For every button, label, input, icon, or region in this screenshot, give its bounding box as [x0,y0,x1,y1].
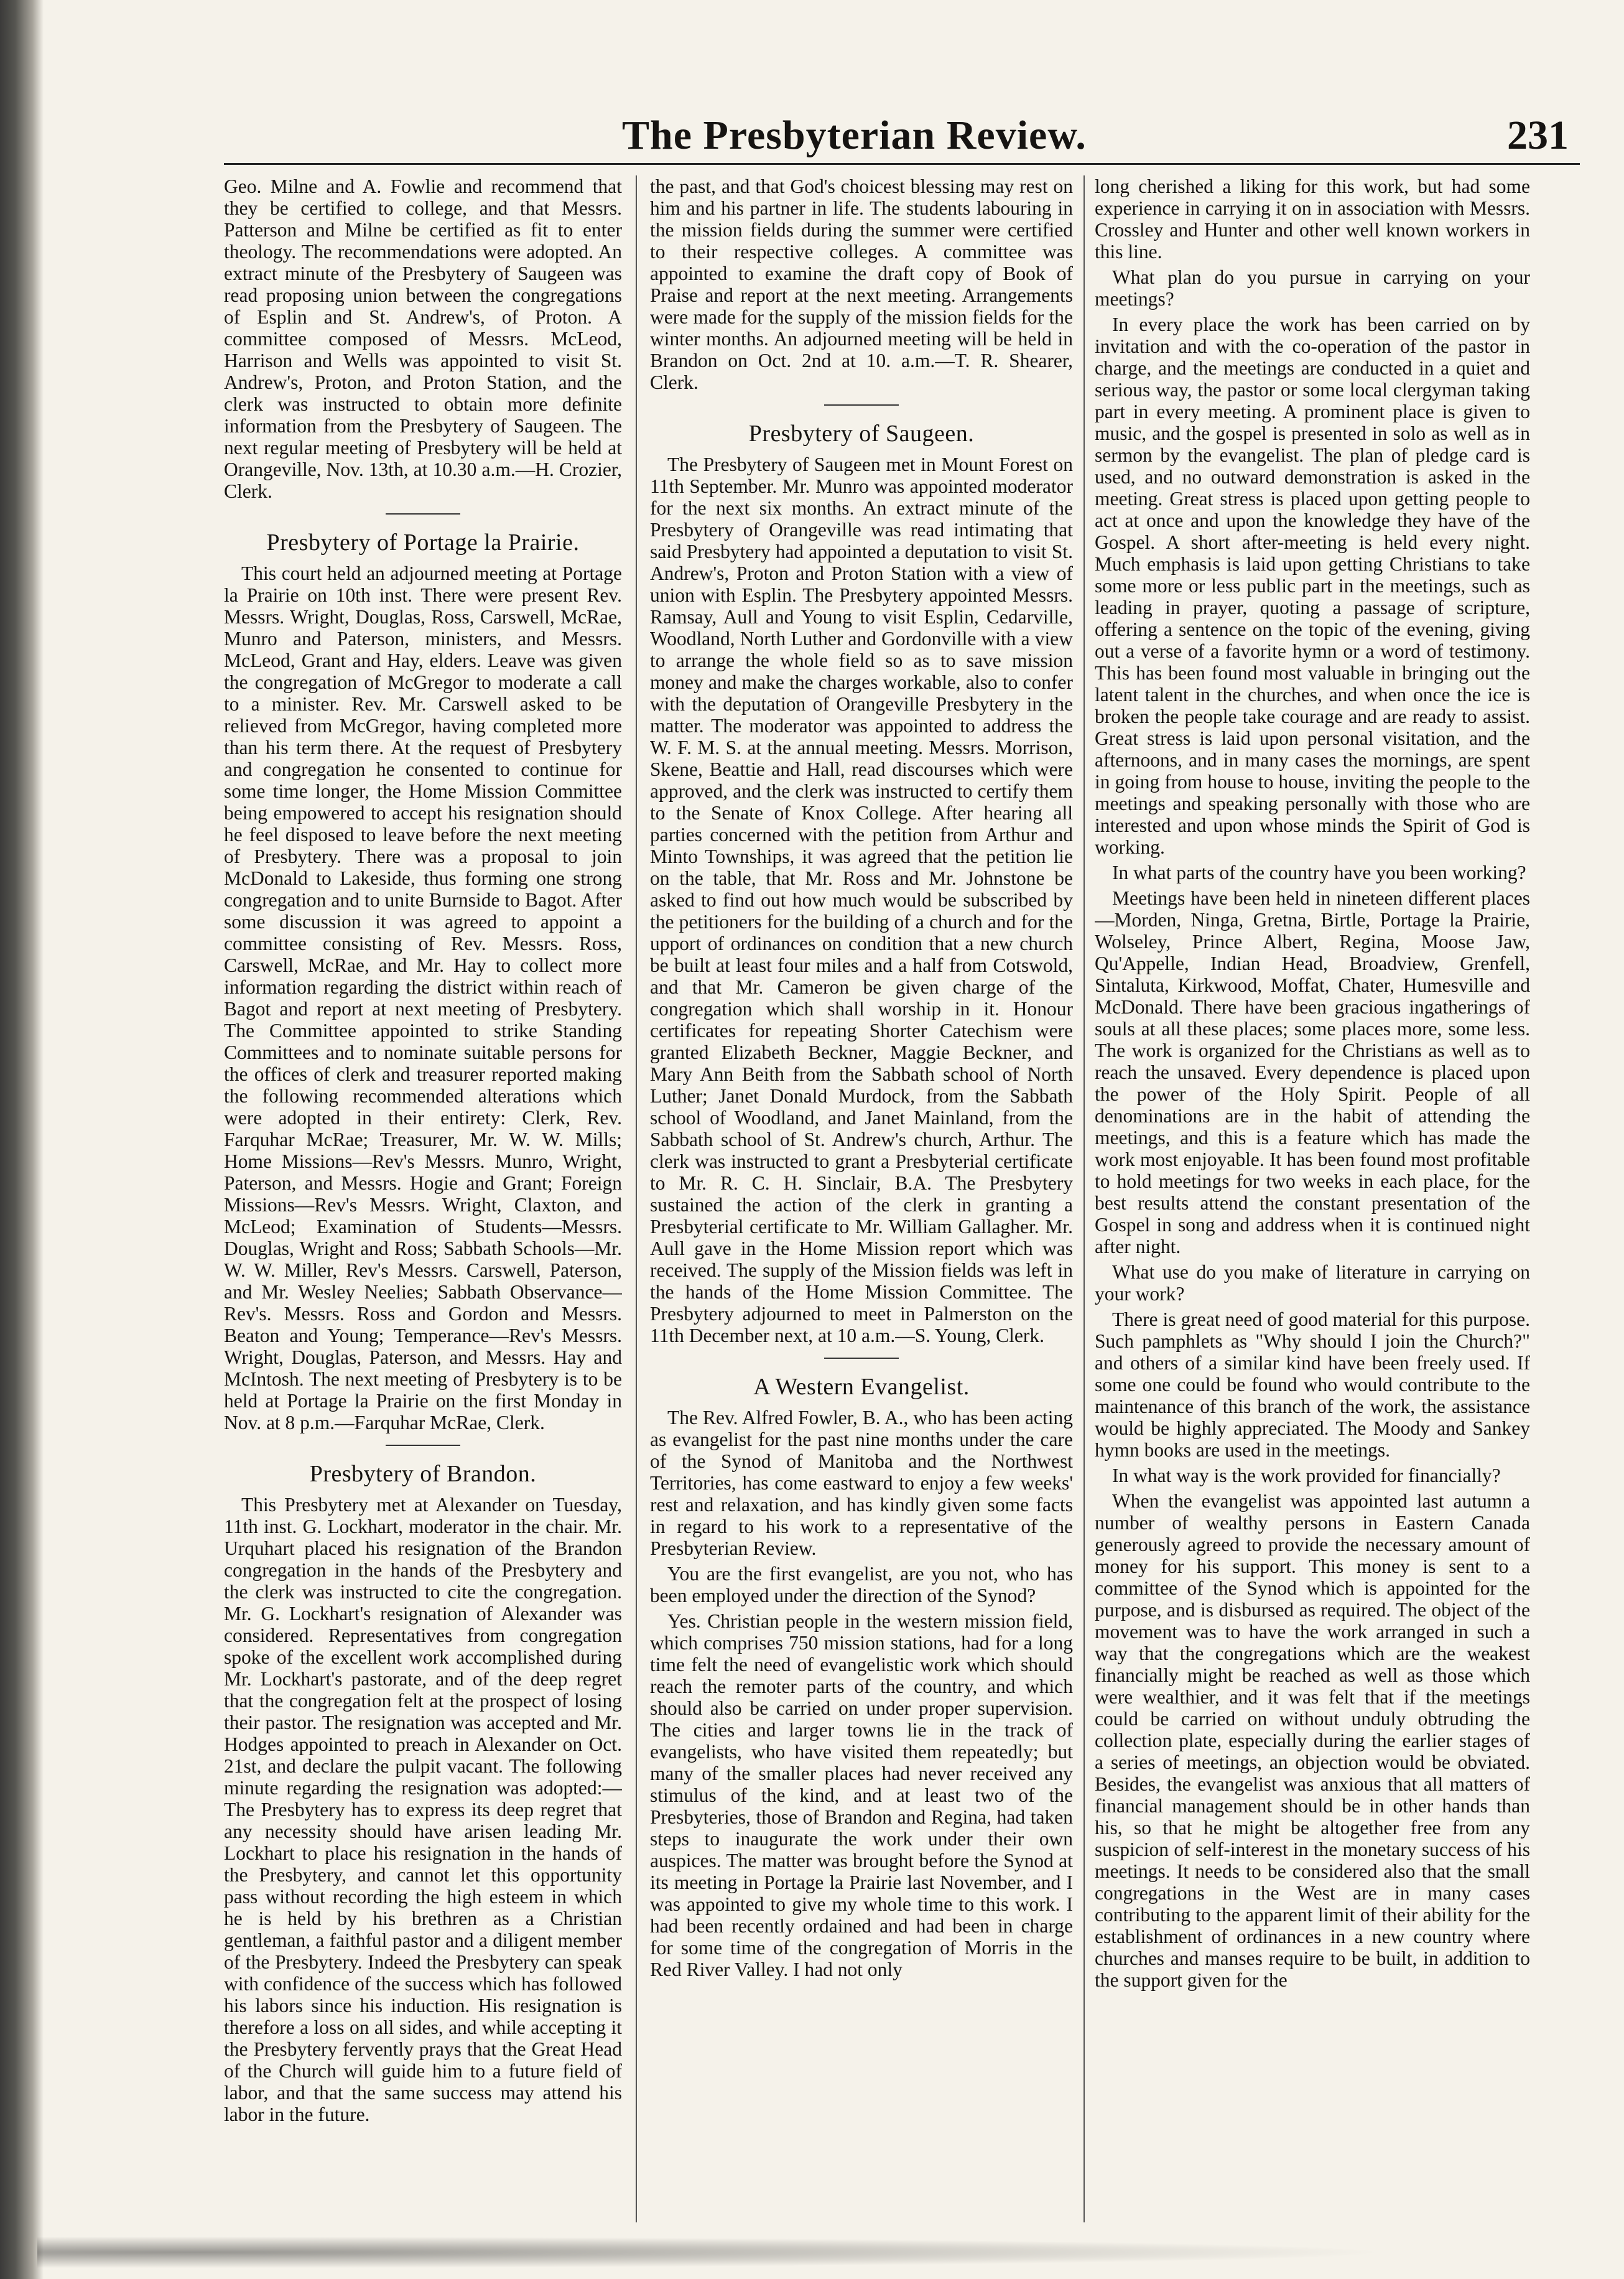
column-3 [1095,175,1530,2222]
section-separator [824,1358,899,1359]
article-paragraph: When the evangelist was appointed last autumn a number of wealthy persons in Eastern Canada generously agreed to provide the necessary amount of money for his support. This money is sent to a committee of the Synod which is appointed for the purpose, and is disbursed as required. The object of the movement was to have the work arranged in such a way that the congregations which are the weakest financially might be reached as well as those which were wealthier, and it was felt that if the meetings could be carried on without unduly obtruding the collection plate, especially during the earlier stages of a series of meetings, an objection would be obviated. Besides, the evangelist was anxious that all matters of financial management should be in other hands than his, so that he might be altogether free from any suspicion of self-interest in the monetary success of his meetings. It needs to be considered also that the small congregations in the West are in many cases contributing to the apparent limit of their ability for the establishment of ordinances in a new country where churches and manses require to be built, in addition to the support given for the [1095,1490,1530,1991]
article-paragraph: The Presbytery of Saugeen met in Mount Forest on 11th September. Mr. Munro was appointed moderator for the next six months. An extract minute of the Presbytery of Orangeville was read intimating that said Presbytery had appointed a deputation to visit St. Andrew's, Proton and Proton Station with a view of union with Esplin. The Presbytery appointed Messrs. Ramsay, Aull and Young to visit Esplin, Cedarville, Woodland, North Luther and Gordonville with a view to arrange the whole field so as to save mission money and make the charges workable, also to confer with the deputation of Orangeville Presbytery in the matter. The moderator was appointed to address the W. F. M. S. at the annual meeting. Messrs. Morrison, Skene, Beattie and Hall, read discourses which were approved, and the clerk was instructed to certify them to the Senate of Knox College. After hearing all parties concerned with the petition from Arthur and Minto Townships, it was agreed that the petition lie on the table, that Mr. Ross and Mr. Johnstone be asked to find out how much would be subscribed by the petitioners for the building of a church and for the upport of ordinances on condition that a new church be built at least four miles and a half from Cotswold, and that Mr. Cameron be given charge of the congregation which shall worship in it. Honour certificates for repeating Shorter Catechism were granted Elizabeth Beckner, Maggie Beckner, and Mary Ann Beith from the Sabbath school of North Luther; Janet Donald Murdock, from the Sabbath school of Woodland, and Janet Mainland, from the Sabbath school of St. Andrew's church, Arthur. The clerk was instructed to grant a Presbyterial certificate to Mr. R. C. H. Sinclair, B.A. The Presbytery sustained the action of the clerk in granting a Presbyterial certificate to Mr. William Gallagher. Mr. Aull gave in the Home Mission report which was received. The supply of the Mission fields was left in the hands of the Home Mission Committee. The Presbytery adjourned to meet in Palmerston on the 11th December next, at 10 a.m.—S. Young, Clerk. [650,454,1073,1346]
article-paragraph: long cherished a liking for this work, but had some experience in carrying it on in association with Messrs. Crossley and Hunter and other well known workers in this line. [1095,175,1530,263]
article-heading: Presbytery of Brandon. [309,1461,537,1487]
scan-left-edge [0,0,44,2279]
article-paragraph: In what parts of the country have you been working? [1112,862,1526,883]
article-paragraph: the past, and that God's choicest blessing may rest on him and his partner in life. The students labouring in the mission fields during the summer were certified to their respective colleges. A committee was appointed to examine the draft copy of Book of Praise and report at the next meeting. Arrangements were made for the supply of the mission fields for the winter months. An adjourned meeting will be held in Brandon on Oct. 2nd at 10. a.m.—T. R. Shearer, Clerk. [650,175,1073,393]
article-paragraph: You are the first evangelist, are you not, who has been employed under the direction of the Synod? [650,1563,1073,1606]
column-1 [224,175,622,2222]
column-2 [650,175,1073,2222]
article-heading: A Western Evangelist. [753,1374,970,1400]
article-heading: Presbytery of Portage la Prairie. [266,529,580,556]
page-number: 231 [1507,113,1569,158]
article-paragraph: Geo. Milne and A. Fowlie and recommend that they be certified to college, and that Messrs. Patterson and Milne be certified as fit to enter theology. The recommendations were adopted. An extract minute of the Presbytery of Saugeen was read proposing union between the congregations of Esplin and St. Andrew's, of Proton. A committee composed of Messrs. McLeod, Harrison and Wells was appointed to visit St. Andrew's, Proton, and Proton Station, and the clerk was instructed to obtain more definite information from the Presbytery of Saugeen. The next regular meeting of Presbytery will be held at Orangeville, Nov. 13th, at 10.30 a.m.—H. Crozier, Clerk. [224,175,622,502]
article-paragraph: This Presbytery met at Alexander on Tuesday, 11th inst. G. Lockhart, moderator in the chair. Mr. Urquhart placed his resignation of the Brandon congregation in the hands of the Presbytery and the clerk was instructed to cite the congregation. Mr. G. Lockhart's resignation of Alexander was considered. Representatives from congregation spoke of the excellent work accomplished during Mr. Lockhart's pastorate, and of the deep regret that the congregation felt at the prospect of losing their pastor. The resignation was accepted and Mr. Hodges appointed to preach in Alexander on Oct. 21st, and declare the pulpit vacant. The following minute regarding the resignation was adopted:—The Presbytery has to express its deep regret that any necessity should have arisen leading Mr. Lockhart to place his resignation in the hands of the Presbytery, and cannot let this opportunity pass without recording the high esteem in which he is held by his brethren as a Christian gentleman, a faithful pastor and a diligent member of the Presbytery. Indeed the Presbytery can speak with confidence of the success which has followed his labors since his induction. His resignation is therefore a loss on all sides, and while accepting it the Presbytery fervently prays that the Great Head of the Church will guide him to a future field of labor, and that the same success may attend his labor in the future. [224,1494,622,2125]
article-paragraph: Yes. Christian people in the western mission field, which comprises 750 mission stations, had for a long time felt the need of evangelistic work which should reach the remoter parts of the country, and which should also be carried on under proper supervision. The cities and larger towns lie in the track of evangelists, who have visited them repeatedly; but many of the smaller places had never received any stimulus of the kind, and at least two of the Presbyteries, those of Brandon and Regina, had taken steps to inaugurate the work under their own auspices. The matter was brought before the Synod at its meeting in Portage la Prairie last November, and I was appointed to give my whole time to this work. I had been recently ordained and had been in charge for some time of the congregation of Morris in the Red River Valley. I had not only [650,1610,1073,1980]
article-paragraph: What plan do you pursue in carrying on your meetings? [1095,266,1530,310]
section-separator [386,513,460,515]
column-rule-1 [636,175,637,2222]
scan-bottom-smudge [37,2234,1592,2271]
article-paragraph: This court held an adjourned meeting at Portage la Prairie on 10th inst. There were present Rev. Messrs. Wright, Douglas, Ross, Carswell, McRae, Munro and Paterson, ministers, and Messrs. McLeod, Grant and Hay, elders. Leave was given the congregation of McGregor to moderate a call to a minister. Rev. Mr. Carswell asked to be relieved from McGregor, having completed more than his term there. At the request of Presbytery and congregation he consented to continue for some time longer, the Home Mission Committee being empowered to accept his resignation should he feel disposed to leave before the next meeting of Presbytery. There was a proposal to join McDonald to Lakeside, thus forming one strong congregation and to unite Burnside to Bagot. After some discussion it was agreed to appoint a committee consisting of Rev. Messrs. Ross, Carswell, McRae, and Mr. Hay to collect more information regarding the district within reach of Bagot and report at next meeting of Presbytery. The Committee appointed to strike Standing Committees and to nominate suitable persons for the offices of clerk and treasurer reported making the following recommended alterations which were adopted in their entirety: Clerk, Rev. Farquhar McRae; Treasurer, Mr. W. W. Mills; Home Missions—Rev's Messrs. Munro, Wright, Paterson, and Messrs. Hogie and Grant; Foreign Missions—Rev's Messrs. Wright, Claxton, and McLeod; Examination of Students—Messrs. Douglas, Wright and Ross; Sabbath Schools—Mr. W. W. Miller, Rev's Messrs. Carswell, Paterson, and Mr. Wesley Neelies; Sabbath Observance—Rev's. Messrs. Ross and Gordon and Messrs. Beaton and Young; Temperance—Rev's Messrs. Wright, Douglas, Paterson, and Messrs. Hay and McIntosh. The next meeting of Presbytery is to be held at Portage la Prairie on the first Monday in Nov. at 8 p.m.—Farquhar McRae, Clerk. [224,562,622,1433]
section-separator [386,1445,460,1446]
article-paragraph: What use do you make of literature in carrying on your work? [1095,1261,1530,1305]
article-paragraph: There is great need of good material for this purpose. Such pamphlets as "Why should I join the Church?" and others of a similar kind have been freely used. If some one could be found who would contribute to the maintenance of this branch of the work, the assistance would be highly appreciated. The Moody and Sankey hymn books are used in the meetings. [1095,1308,1530,1461]
article-paragraph: In every place the work has been carried on by invitation and with the co-operation of the pastor in charge, and the meetings are conducted in a quiet and serious way, the pastor or some local clergyman taking part in every meeting. A prominent place is given to music, and the gospel is presented in solo as well as in sermon by the evangelist. The plan of pledge card is used, and no outward demonstration is asked in the meeting. Great stress is placed upon getting people to act at once and upon the knowledge they have of the Gospel. A short after-meeting is held every night. Much emphasis is laid upon getting Christians to take some more or less public part in the meetings, such as leading in prayer, quoting a passage of scripture, offering a sentence on the topic of the evening, giving out a verse of a favorite hymn or a word of testimony. This has been found most valuable in bringing out the latent talent in the churches, and when once the ice is broken the people take courage and are ready to assist. Great stress is laid upon personal visitation, and the afternoons, and in many cases the mornings, are spent in going from house to house, inviting the people to the meetings and speaking personally with those who are interested and upon whose minds the Spirit of God is working. [1095,314,1530,858]
article-paragraph: In what way is the work provided for financially? [1112,1465,1501,1486]
masthead-title: The Presbyterian Review. [622,113,1087,158]
article-paragraph: The Rev. Alfred Fowler, B. A., who has been acting as evangelist for the past nine months under the care of the Synod of Manitoba and the Northwest Territories, has come eastward to enjoy a few weeks' rest and relaxation, and has kindly given some facts in regard to his work to a representative of the Presbyterian Review. [650,1407,1073,1559]
column-rule-2 [1083,175,1085,2222]
page-header [224,107,1580,165]
section-separator [824,404,899,406]
article-heading: Presbytery of Saugeen. [748,421,975,447]
article-paragraph: Meetings have been held in nineteen different places—Morden, Ninga, Gretna, Birtle, Portage la Prairie, Wolseley, Prince Albert, Regina, Moose Jaw, Qu'Appelle, Indian Head, Broadview, Grenfell, Sintaluta, Kirkwood, Moffat, Chater, Humesville and McDonald. There have been gracious ingatherings of souls at all these places; some places more, some less. The work is organized for the Christians as well as to reach the unsaved. Every dependence is placed upon the power of the Holy Spirit. People of all denominations are in the habit of attending the meetings, and this is a feature which has made the work most enjoyable. It has been found most profitable to hold meetings for two weeks in each place, for the best results attend the constant presentation of the Gospel in song and address when it is continued night after night. [1095,887,1530,1257]
